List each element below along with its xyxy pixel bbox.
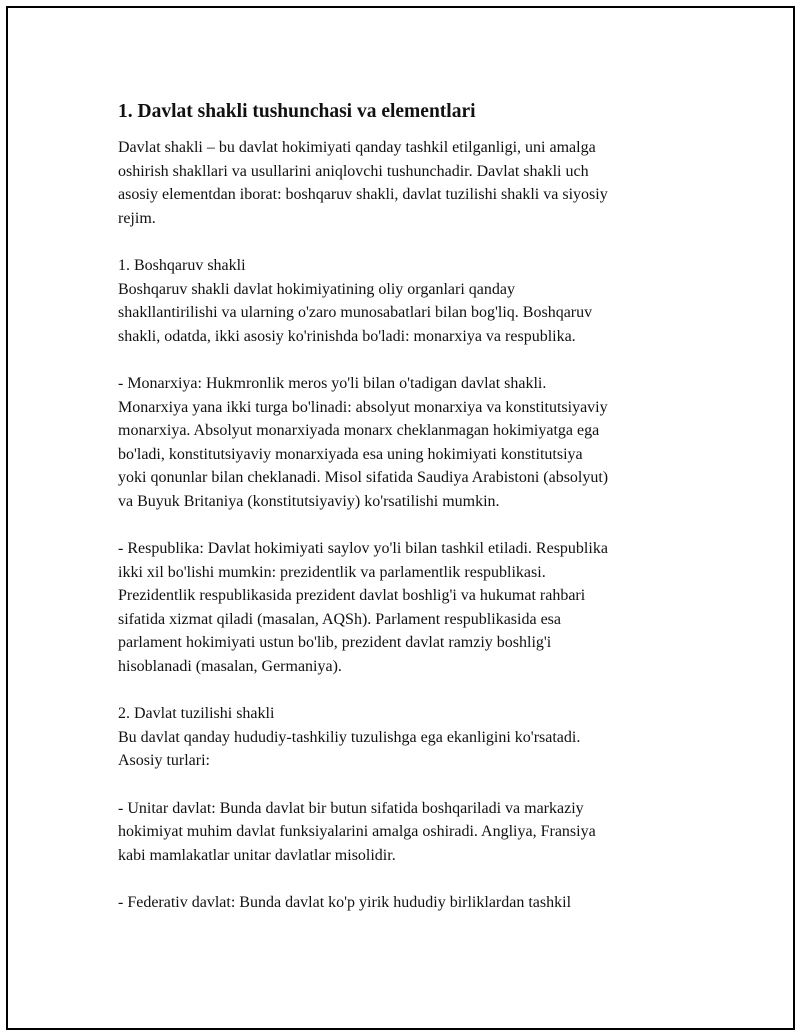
text-line: - Respublika: Davlat hokimiyati saylov yo'li bilan tashkil etiladi. Respublika — [118, 540, 608, 558]
text-line: oshirish shakllari va usullarini aniqlovchi tushunchadir. Davlat shakli uch — [118, 162, 589, 180]
paragraph-davlat-tuzilishi — [118, 702, 708, 773]
text-line: monarxiya. Absolyut monarxiyada monarx cheklanmagan hokimiyatga ega — [118, 422, 600, 440]
text-line: Monarxiya yana ikki turga bo'linadi: absolyut monarxiya va konstitutsiyaviy — [118, 398, 608, 416]
text-line: - Federativ davlat: Bunda davlat ko'p yirik hududiy birliklardan tashkil — [118, 894, 572, 911]
text-line: hisoblanadi (masalan, Germaniya). — [118, 658, 342, 676]
text-line: Prezidentlik respublikasida prezident davlat boshlig'i va hukumat rahbari — [118, 587, 586, 605]
text-line: kabi mamlakatlar unitar davlatlar misolidir. — [118, 846, 396, 864]
text-line: shakllantirilishi va ularning o'zaro munosabatlari bilan bog'liq. Boshqaruv — [118, 304, 593, 322]
text-line: parlament hokimiyati ustun bo'lib, prezident davlat ramziy boshlig'i — [118, 634, 552, 652]
text-line: ikki xil bo'lishi mumkin: prezidentlik va parlamentlik respublikasi. — [118, 563, 546, 581]
text-line: Bu davlat qanday hududiy-tashkiliy tuzulishga ega ekanligini ko'rsatadi. — [118, 728, 581, 746]
text-line: shakli, odatda, ikki asosiy ko'rinishda bo'ladi: monarxiya va respublika. — [118, 327, 576, 345]
paragraph-respublika — [118, 537, 708, 679]
text-line: Davlat shakli – bu davlat hokimiyati qanday tashkil etilganligi, uni amalga — [118, 139, 596, 156]
text-line: - Unitar davlat: Bunda davlat bir butun sifatida boshqariladi va markaziy — [118, 799, 584, 817]
text-line: yoki qonunlar bilan cheklanadi. Misol sifatida Saudiya Arabistoni (absolyut) — [118, 469, 609, 487]
text-line: Asosiy turlari: — [118, 752, 210, 770]
section-heading: 2. Davlat tuzilishi shakli — [118, 705, 275, 723]
text-line: sifatida xizmat qiladi (masalan, AQSh). Parlament respublikasida esa — [118, 610, 561, 628]
document-page — [6, 6, 795, 1030]
text-line: bo'ladi, konstitutsiyaviy monarxiyada esa uning hokimiyati konstitutsiya — [118, 445, 583, 463]
document-body — [118, 96, 708, 938]
text-line: Boshqaruv shakli davlat hokimiyatining oliy organlari qanday — [118, 280, 515, 298]
paragraph-monarxiya — [118, 372, 708, 514]
paragraph-unitar-davlat — [118, 797, 708, 868]
document-title: 1. Davlat shakli tushunchasi va elementlari — [118, 101, 476, 122]
text-line: rejim. — [118, 209, 156, 227]
paragraph-federativ-davlat — [118, 891, 708, 915]
paragraph-intro — [118, 136, 708, 230]
section-heading: 1. Boshqaruv shakli — [118, 256, 246, 274]
text-line: va Buyuk Britaniya (konstitutsiyaviy) ko'rsatilishi mumkin. — [118, 492, 500, 510]
text-line: hokimiyat muhim davlat funksiyalarini amalga oshiradi. Angliya, Fransiya — [118, 823, 596, 841]
text-line: asosiy elementdan iborat: boshqaruv shakli, davlat tuzilishi shakli va siyosiy — [118, 186, 608, 204]
text-line: - Monarxiya: Hukmronlik meros yo'li bilan o'tadigan davlat shakli. — [118, 374, 547, 392]
paragraph-boshqaruv-shakli — [118, 254, 708, 348]
